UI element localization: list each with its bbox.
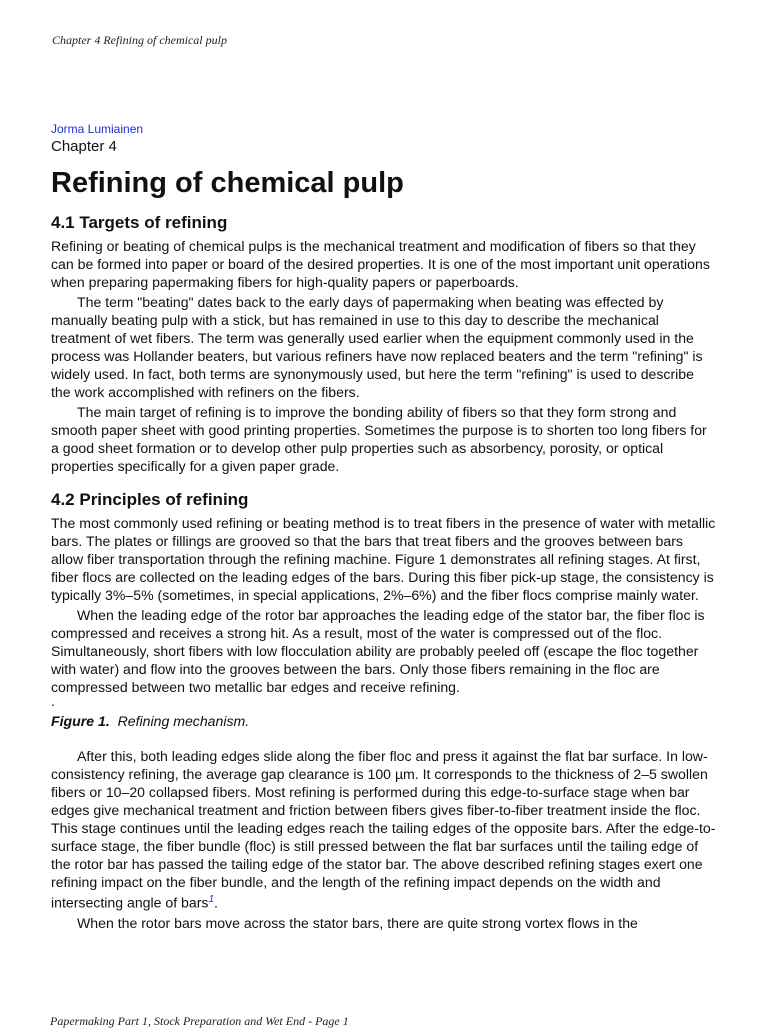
- paragraph-end: .: [214, 894, 218, 911]
- figure-caption: [51, 712, 716, 730]
- author-link[interactable]: Jorma Lumiainen: [51, 122, 144, 136]
- figure-placeholder-dot: .: [51, 693, 55, 709]
- paragraph: When the leading edge of the rotor bar approaches the leading edge of the stator bar, the fiber floc is compressed and receives a strong hit. As a result, most of the water is compressed out of the floc. Simultaneously, short fibers with low flocculation ability are probably peeled off (escape the floc together with water) and flow into the grooves between the bars. Only those fibers remaining in the floc are compressed between two metallic bar edges and receive refining.: [51, 607, 705, 695]
- running-footer: Papermaking Part 1, Stock Preparation and Wet End - Page 1: [50, 1014, 349, 1028]
- paragraph-text: After this, both leading edges slide along the fiber floc and press it against the flat bar surface. In low-consistency refining, the average gap clearance is 100 µm. It corresponds to the thickness of 2–5 swollen fibers or 10–20 collapsed fibers. Most refining is performed during this edge-to-surface stage when bar edges give mechanical treatment and friction between fibers gives fiber-to-fiber treatment inside the floc. This stage continues until the leading edges reach the tailing edges of the opposite bars. After the edge-to-surface stage, the fiber bundle (floc) is still pressed between the flat bar surfaces until the tailing edge of the rotor bar has passed the tailing edge of the stator bar. The above described refining stages exert one refining impact on the fiber bundle, and the length of the refining impact depends on the width and intersecting angle of bars: [51, 748, 716, 911]
- figure-label: Figure 1.: [51, 713, 110, 729]
- paragraph: Refining or beating of chemical pulps is the mechanical treatment and modification of fibers so that they can be formed into paper or board of the desired properties. It is one of the most important unit operations when preparing papermaking fibers for high-quality papers or paperboards.: [51, 238, 710, 290]
- footnote-link[interactable]: 1: [208, 894, 215, 905]
- running-header: Chapter 4 Refining of chemical pulp: [52, 33, 227, 47]
- chapter-title: Refining of chemical pulp: [51, 167, 404, 199]
- paragraph: When the rotor bars move across the stator bars, there are quite strong vortex flows in the: [77, 914, 638, 931]
- paragraph: [51, 747, 716, 912]
- section-heading-4-1: 4.1 Targets of refining: [51, 213, 228, 232]
- figure-caption-text: Refining mechanism.: [117, 713, 250, 729]
- page-content: [51, 122, 716, 932]
- section-heading-4-2: 4.2 Principles of refining: [51, 490, 249, 509]
- paragraph: The term "beating" dates back to the early days of papermaking when beating was effected by manually beating pulp with a stick, but has remained in use to this day to describe the mechanical treatment of wet fibers. The term was generally used earlier when the equipment commonly used in the process was Hollander beaters, but various refiners have now replaced beaters and the term "refining" is widely used. In fact, both terms are synonymously used, but here the term "refining" is used to describe the work accomplished with refiners on the fibers.: [51, 294, 703, 400]
- chapter-label: Chapter 4: [51, 138, 117, 155]
- paragraph: The most commonly used refining or beating method is to treat fibers in the presence of water with metallic bars. The plates or fillings are grooved so that the bars that treat fibers and the grooves between bars allow fiber transportation through the refining machine. Figure 1 demonstrates all refining stages. At first, fiber flocs are collected on the leading edges of the bars. During this fiber pick-up stage, the consistency is typically 3%–5% (sometimes, in special applications, 2%–6%) and the fiber flocs comprise mainly water.: [51, 515, 716, 603]
- paragraph: The main target of refining is to improve the bonding ability of fibers so that they form strong and smooth paper sheet with good printing properties. Sometimes the purpose is to shorten too long fibers for a good sheet formation or to develop other pulp properties such as absorbency, porosity, or optical properties specifically for a given paper grade.: [51, 404, 707, 474]
